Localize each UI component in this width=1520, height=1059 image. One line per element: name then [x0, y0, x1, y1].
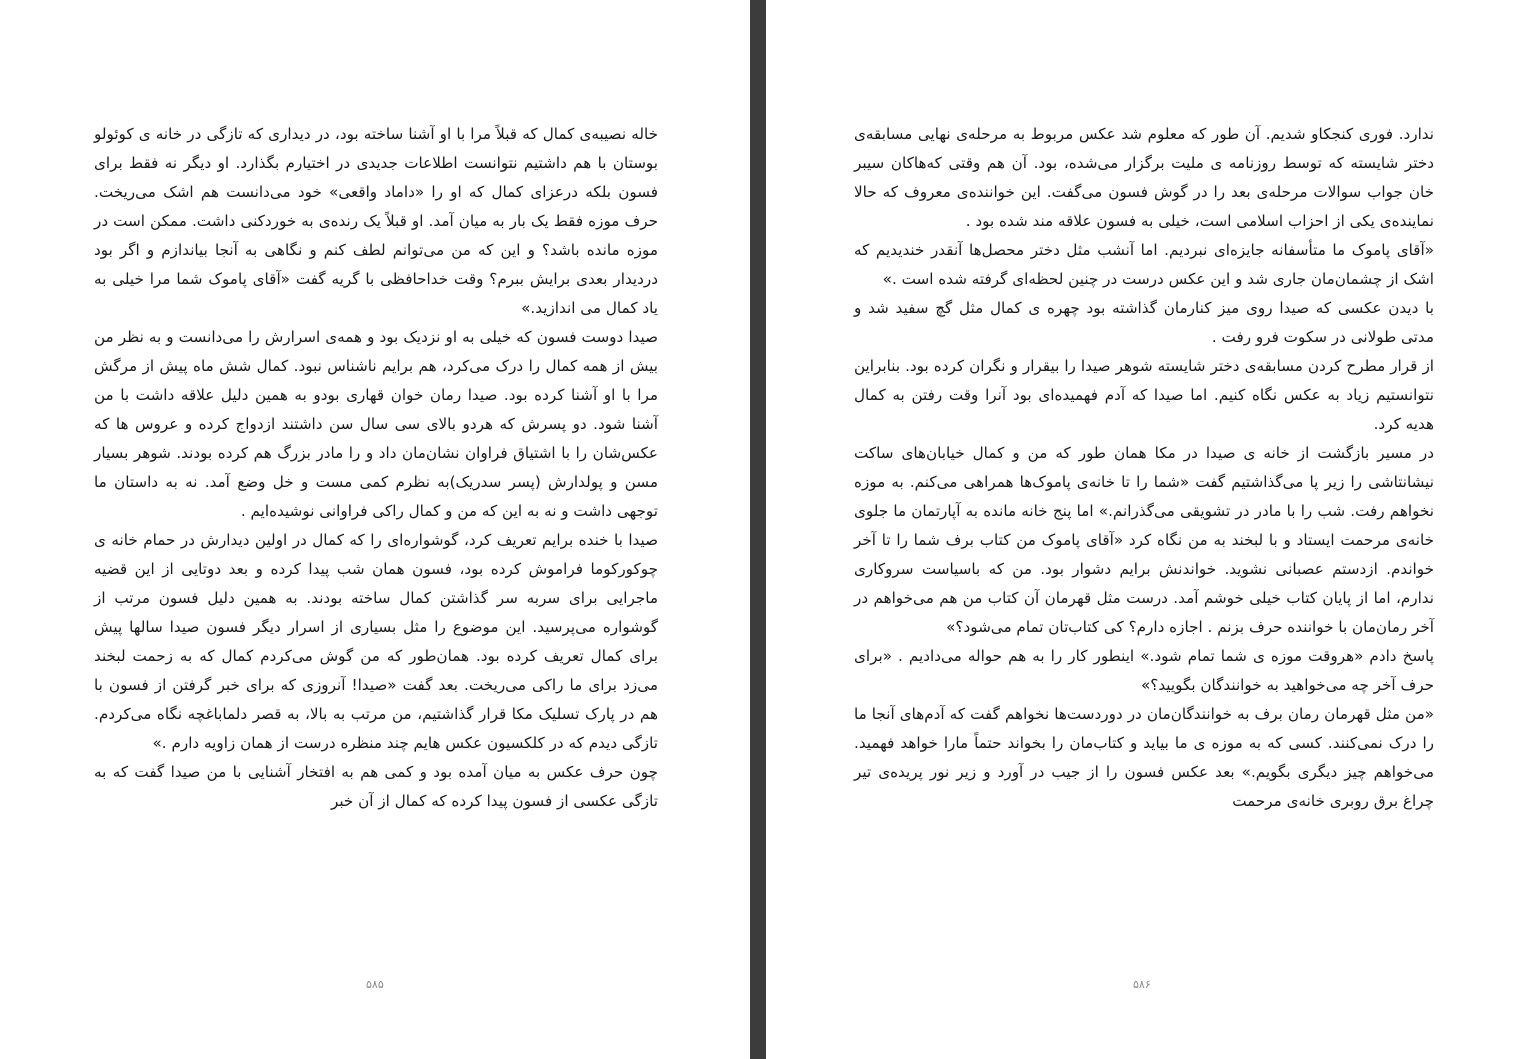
paragraph: صیدا با خنده برایم تعریف کرد، گوشواره‌ای را که کمال در اولین دیدارش در حمام خانه ی چوکورکوما فراموش کرده بود، فسون همان شب پیدا کرده و بعد دوتایی از این قضیه ماجرایی برای سربه سر گذاشتن کمال ساخته بودند. به همین دلیل فسون مرتب از گوشواره می‌پرسید. این موضوع را مثل بسیاری از اسرار دیگر فسون صیدا سالها پیش برای کمال تعریف کرده بود. همان‌طور که من گوش می‌کردم کمال که به زحمت لبخند می‌زد برای ما راکی می‌ریخت. بعد گفت «صیدا! آنروزی که برای خبر گرفتن از فسون با هم در پارک تسلیک مکا قرار گذاشتیم، من مرتب به بالا، به قصر دلماباغچه نگاه می‌کردم. تازگی دیدم که در کلکسیون عکس هایم چند منظره درست از همان زاویه دارم .» — [94, 531, 658, 752]
right-page — [766, 0, 1520, 1059]
paragraph: صیدا دوست فسون که خیلی به او نزدیک بود و همه‌ی اسرارش را می‌دانست و به نظر من بیش از همه کمال را درک می‌کرد، هم برایم ناشناس نبود. کمال شش ماه پیش از مرگش مرا با او آشنا کرده بود. صیدا رمان خوان قهاری بودو به همین دلیل علاقه داشت با من آشنا شود. دو پسرش که هردو بالای سی سال سن داشتند ازدواج کرده و عروس ها که عکس‌شان را با اشتیاق فراوان نشان‌مان داد و را مادر بزرگ هم کرده بودند. شوهر بسیار مسن و پولدارش (پسر سدریک)به نظرم کمی مست و خل وضع آمد. نه به داستان ما توجهی داشت و نه به این که من و کمال راکی فراوانی نوشیده‌ایم . — [94, 328, 658, 520]
paragraph: «آقای پاموک ما متأسفانه جایزه‌ای نبردیم. اما آنشب مثل دختر محصل‌ها آنقدر خندیدیم که اشک از چشمان‌مان جاری شد و این عکس درست در چنین لحظه‌ای گرفته شده است .» — [854, 241, 1434, 288]
paragraph: از قرار مطرح کردن مسابقه‌ی دختر شایسته شوهر صیدا را بیقرار و نگران کرده بود. بنابراین نتوانستیم زیاد به عکس نگاه کنیم. اما صیدا که آدم فهمیده‌ای بود آنرا وقت رفتن به کمال هدیه کرد. — [854, 357, 1434, 433]
paragraph: با دیدن عکسی که صیدا روی میز کنارمان گذاشته بود چهره ی کمال مثل گچ سفید شد و مدتی طولانی در سکوت فرو رفت . — [854, 299, 1434, 346]
page-number: ۵۸۵ — [366, 978, 384, 991]
paragraph: چون حرف عکس به میان آمده بود و کمی هم به افتخار آشنایی با من صیدا گفت که به تازگی عکسی از فسون پیدا کرده که کمال از آن خبر — [94, 763, 658, 810]
paragraph: در مسیر بازگشت از خانه ی صیدا در مکا همان طور که من و کمال خیابان‌های ساکت نیشانتاشی را زیر پا می‌گذاشتیم گفت «شما را تا خانه‌ی پاموک‌ها همراهی می‌کنم. به موزه نخواهم رفت. شب را با مادر در تشویقی می‌گذرانم.» اما پنج خانه مانده به آپارتمان ما جلوی خانه‌ی مرحمت ایستاد و با لبخند به من نگاه کرد «آقای پاموک من کتاب برف شما را تا آخر خواندم. ازدستم عصبانی نشوید. خواندنش برایم دشوار بود. من که باسیاست سروکاری ندارم، اما از پایان کتاب خیلی خوشم آمد. درست مثل قهرمان آن کتاب من هم می‌خواهم در آخر رمان‌مان با خواننده حرف بزنم . اجازه دارم؟ کی کتاب‌تان تمام می‌شود؟» — [854, 444, 1434, 636]
paragraph: ندارد. فوری کنجکاو شدیم. آن طور که معلوم شد عکس مربوط به مرحله‌ی نهایی مسابقه‌ی دختر شایسته که توسط روزنامه ی ملیت برگزار می‌شده، بود. آن هم وقتی که‌هاکان سیبر خان جواب سوالات مرحله‌ی بعد را در گوش فسون می‌گفت. این خواننده‌ی معروف که حالا نماینده‌ی یکی از احزاب اسلامی است، خیلی به فسون علاقه مند شده بود . — [854, 125, 1434, 230]
left-page-text — [94, 120, 658, 816]
book-gutter — [750, 0, 766, 1059]
paragraph: «من مثل قهرمان رمان برف به خوانندگان‌مان در دوردست‌ها نخواهم گفت که آدم‌های آنجا ما را درک نمی‌کنند. کسی که به موزه ی ما بیاید و کتاب‌مان را بخواند حتماً مارا خواهد فهمید. می‌خواهم چیز دیگری بگویم.» بعد عکس فسون را از جیب در آورد و زیر نور پریده‌ی تیر چراغ برق روبری خانه‌ی مرحمت — [854, 705, 1434, 810]
left-page — [0, 0, 750, 1059]
paragraph: خاله نصیبه‌ی کمال که قبلاً مرا با او آشنا ساخته بود، در دیداری که تازگی در خانه ی کوئولو بوستان با هم داشتیم نتوانست اطلاعات جدیدی در اختیارم بگذارد. او دیگر نه فقط برای فسون بلکه درعزای کمال که او را «داماد واقعی» خود می‌دانست هم اشک می‌ریخت. حرف موزه فقط یک بار به میان آمد. او قبلاً یک رنده‌ی به خوردکنی داشت. ممکن است در موزه مانده باشد؟ و این که من می‌توانم لطف کنم و نگاهی به آنجا بیاندازم و اگر بود دردیدار بعدی برایش ببرم؟ وقت خداحافظی با گریه گفت «آقای پاموک شما مرا خیلی به یاد کمال می اندازید.» — [94, 125, 658, 317]
page-number: ۵۸۶ — [1133, 978, 1151, 991]
right-page-text — [854, 120, 1434, 816]
paragraph: پاسخ دادم «هروقت موزه ی شما تمام شود.» اینطور کار را به هم حواله می‌دادیم . «برای حرف آخر چه می‌خواهید به خوانندگان بگویید؟» — [854, 647, 1434, 694]
